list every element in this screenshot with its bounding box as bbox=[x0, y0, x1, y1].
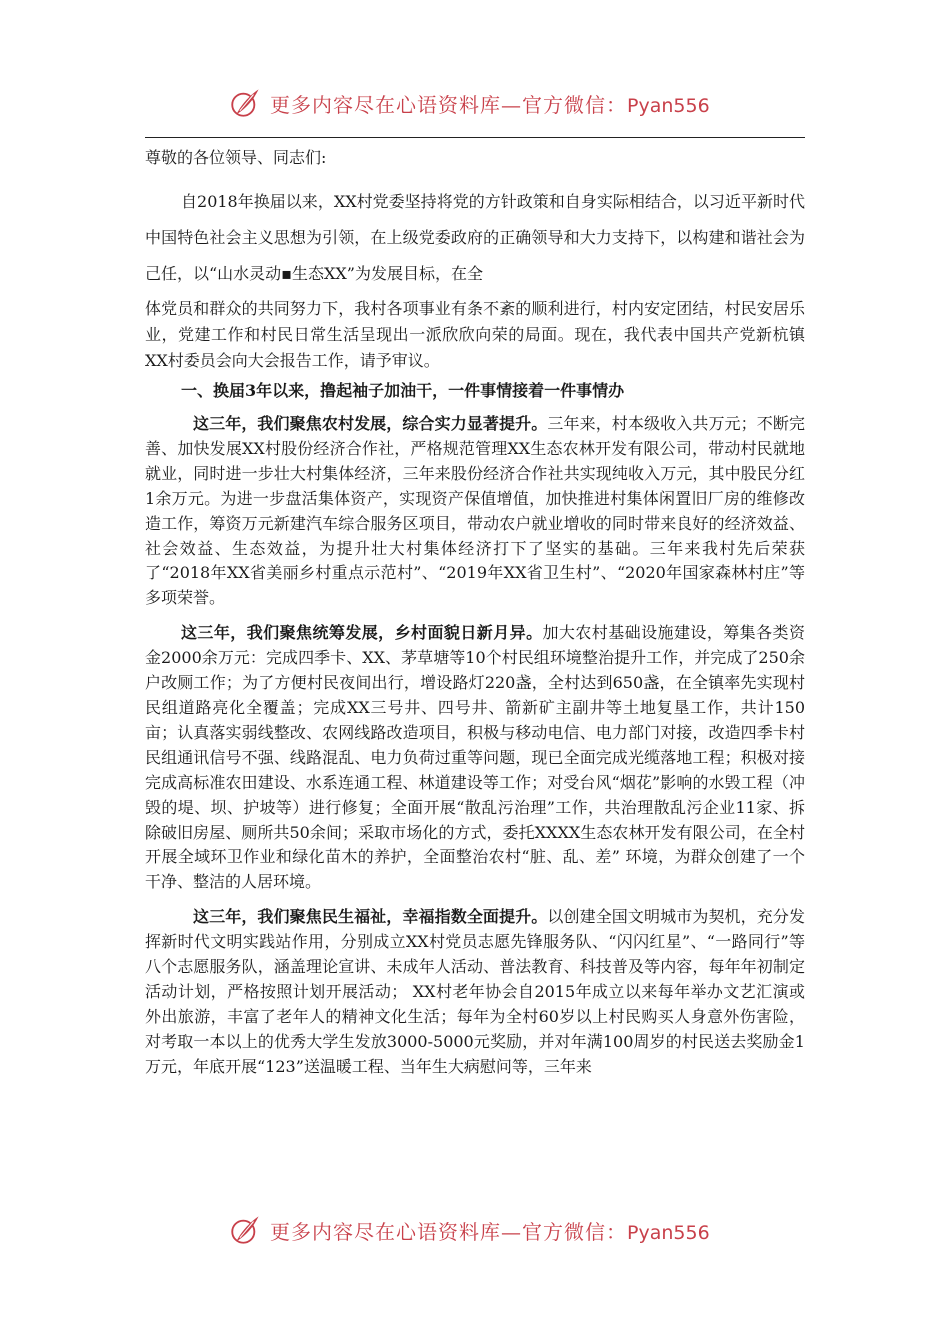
paragraph-text: 三年来，村本级收入共万元；不断完善、加快发展XX村股份经济合作社，严格规范管理XX生态农林开发有限公司，带动村民就地就业，同时进一步壮大村集体经济，三年来股份经济合作社共实现纯收入万元，其中股民分红1余万元。为进一步盘活集体资产，实现资产保值增值，加快推进村集体闲置旧厂房的维修改造工作，筹资万元新建汽车综合服务区项目，带动农户就业增收的同时带来良好的经济效益、社会效益、生态效益，为提升壮大村集体经济打下了坚实的基础。三年来我村先后荣获了“2018年XX省美丽乡村重点示范村”、“2019年XX省卫生村”、“2020年国家森林村庄”等多项荣誉。 bbox=[145, 414, 805, 608]
section-heading: 一、换届3年以来，撸起袖子加油干，一件事情接着一件事情办 bbox=[181, 381, 625, 400]
intro-paragraph-continued: 体党员和群众的共同努力下，我村各项事业有条不紊的顺利进行，村内安定团结，村民安居乐业，党建工作和村民日常生活呈现出一派欣欣向荣的局面。现在，我代表中国共产党新杭镇XX村委员会向大会报告工作，请予审议。 bbox=[145, 299, 805, 370]
header-wechat-id: Pyan556 bbox=[627, 94, 710, 117]
header-divider bbox=[145, 137, 805, 138]
paragraph-livelihood bbox=[145, 905, 805, 1079]
paragraph-rural-development bbox=[145, 412, 805, 611]
paragraph-lead: 这三年，我们聚焦统筹发展，乡村面貌日新月异。 bbox=[181, 623, 543, 643]
salutation: 尊敬的各位领导、同志们: bbox=[145, 148, 327, 167]
footer-banner bbox=[0, 1207, 950, 1253]
feather-pen-logo-icon bbox=[228, 86, 262, 120]
paragraph-text: 以创建全国文明城市为契机，充分发挥新时代文明实践站作用，分别成立XX村党员志愿先锋服务队、“闪闪红星”、“一路同行”等八个志愿服务队，涵盖理论宣讲、未成年人活动、普法教育、科技普及等内容，每年年初制定活动计划，严格按照计划开展活动； XX村老年协会自2015年成立以来每年举办文艺汇演或外出旅游，丰富了老年人的精神文化生活；每年为全村60岁以上村民购买人身意外伤害险，对考取一本以上的优秀大学生发放3000-5000元奖励，并对年满100周岁的村民送去奖励金1万元，年底开展“123”送温暖工程、当年生大病慰问等，三年来 bbox=[145, 907, 805, 1076]
paragraph-coordinated-development bbox=[145, 621, 805, 895]
document-body bbox=[145, 146, 805, 1090]
header-banner-text: 更多内容尽在心语资料库—官方微信：Pyan556 bbox=[270, 92, 710, 117]
footer-banner-text: 更多内容尽在心语资料库—官方微信：Pyan556 bbox=[270, 1219, 710, 1244]
header-banner bbox=[0, 80, 950, 126]
footer-wechat-id: Pyan556 bbox=[627, 1221, 710, 1244]
feather-pen-logo-icon bbox=[228, 1213, 262, 1247]
paragraph-lead: 这三年，我们聚焦农村发展，综合实力显著提升。 bbox=[193, 414, 548, 433]
paragraph-lead: 这三年，我们聚焦民生福祉，幸福指数全面提升。 bbox=[193, 907, 548, 927]
intro-paragraph: 自2018年换届以来，XX村党委坚持将党的方针政策和自身实际相结合，以习近平新时代中国特色社会主义思想为引领，在上级党委政府的正确领导和大力支持下，以构建和谐社会为己任，以“山水灵动▪生态XX”为发展目标，在全 bbox=[145, 192, 805, 283]
paragraph-text: 加大农村基础设施建设，筹集各类资金2000余万元：完成四季卡、XX、茅草塘等10个村民组环境整治提升工作，并完成了250余户改厕工作；为了方便村民夜间出行，增设路灯220盏，全村达到650盏，在全镇率先实现村民组道路亮化全覆盖；完成XX三号井、四号井、箭新矿主副井等土地复垦工作，共计150亩；认真落实弱线整改、农网线路改造项目，积极与移动电信、电力部门对接，改造四季卡村民组通讯信号不强、线路混乱、电力负荷过重等问题，现已全面完成光缆落地工程；积极对接完成高标准农田建设、水系连通工程、林道建设等工作；对受台风“烟花”影响的水毁工程（冲毁的堤、坝、护坡等）进行修复；全面开展“散乱污治理”工作，共治理散乱污企业11家、拆除破旧房屋、厕所共50余间；采取市场化的方式，委托XXXX生态农林开发有限公司，在全村开展全域环卫作业和绿化苗木的养护，全面整治农村“脏、乱、差” 环境，为群众创建了一个干净、整洁的人居环境。 bbox=[145, 623, 805, 892]
